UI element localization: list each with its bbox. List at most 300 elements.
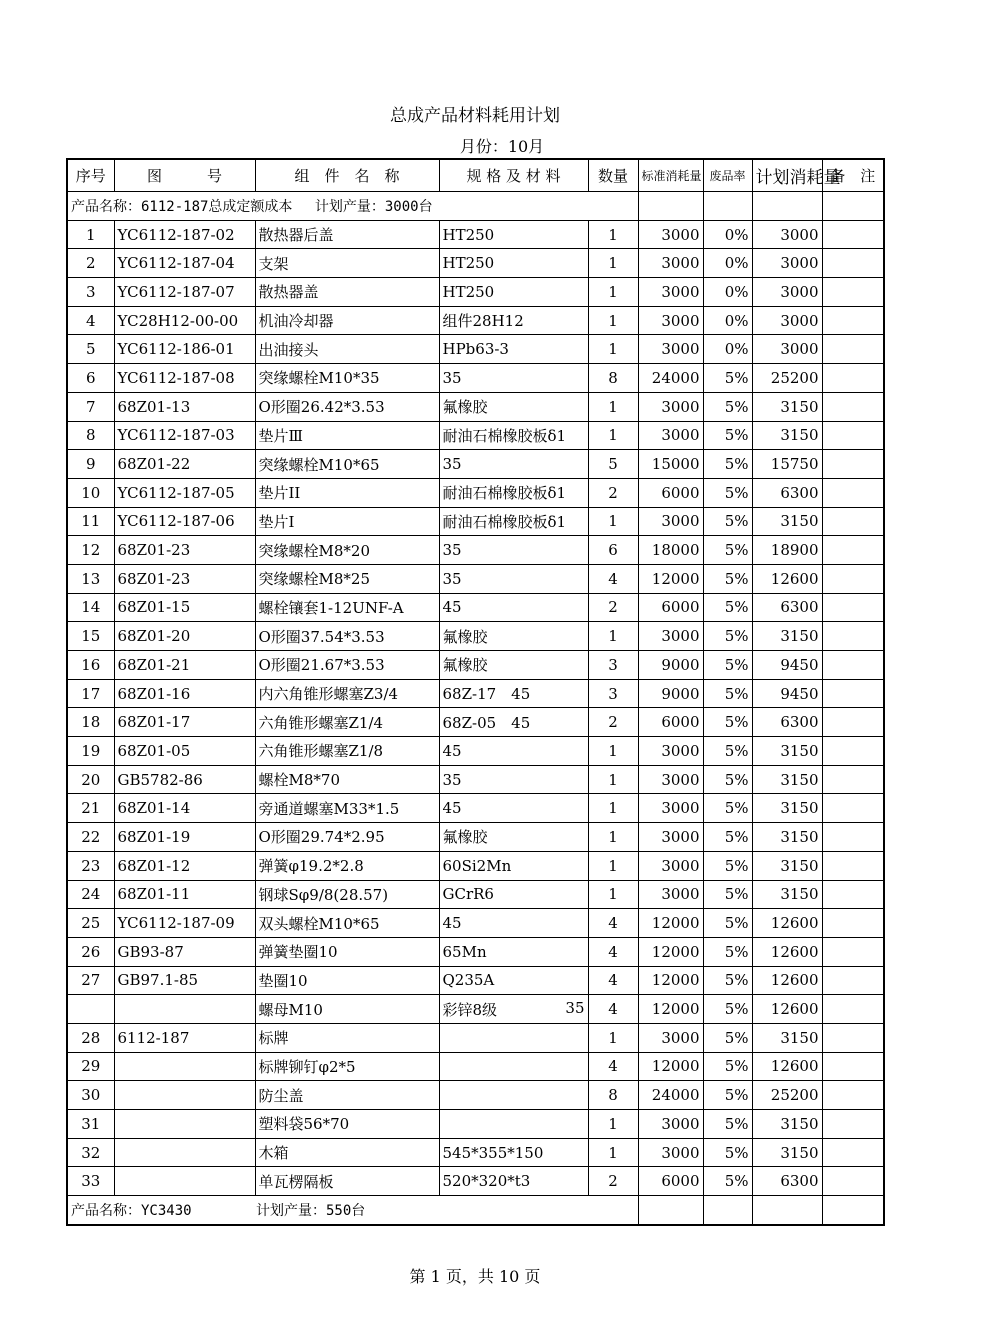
product-row xyxy=(67,192,884,221)
cell-plan: 25200 xyxy=(752,1081,822,1110)
cell-drawing: YC6112-187-09 xyxy=(114,909,255,938)
cell-spec: 氟橡胶 xyxy=(439,392,588,421)
cell-spec: 耐油石棉橡胶板δ1 xyxy=(439,507,588,536)
cell-std: 24000 xyxy=(638,1081,703,1110)
cell-seq: 8 xyxy=(67,421,114,450)
cell-name: 垫圈10 xyxy=(255,966,439,995)
cell-seq: 9 xyxy=(67,450,114,479)
cell-plan: 3000 xyxy=(752,220,822,249)
cell-qty: 8 xyxy=(588,364,638,393)
cell-remark xyxy=(822,937,884,966)
cell-scrap: 0% xyxy=(703,220,752,249)
cell-qty: 1 xyxy=(588,765,638,794)
cell-drawing: YC6112-187-08 xyxy=(114,364,255,393)
cell-scrap: 5% xyxy=(703,1023,752,1052)
cell-name: 内六角锥形螺塞Z3/4 xyxy=(255,679,439,708)
cell-qty: 2 xyxy=(588,708,638,737)
header-row xyxy=(67,159,884,192)
cell-name: 突缘螺栓M10*35 xyxy=(255,364,439,393)
cell-remark xyxy=(822,421,884,450)
table-row xyxy=(67,364,884,393)
cell-name: 弹簧φ19.2*2.8 xyxy=(255,851,439,880)
cell-scrap: 0% xyxy=(703,306,752,335)
cell-qty: 1 xyxy=(588,421,638,450)
cell-remark xyxy=(822,220,884,249)
cell-qty: 4 xyxy=(588,937,638,966)
cell-plan: 3000 xyxy=(752,335,822,364)
cell-remark xyxy=(822,737,884,766)
cell-spec: 45 xyxy=(439,593,588,622)
cell-seq xyxy=(67,995,114,1024)
cell-drawing: 68Z01-11 xyxy=(114,880,255,909)
cell-remark xyxy=(822,478,884,507)
cell-std: 3000 xyxy=(638,392,703,421)
cell-plan: 3150 xyxy=(752,507,822,536)
table-row xyxy=(67,909,884,938)
cell-qty: 4 xyxy=(588,564,638,593)
empty-cell xyxy=(752,1196,822,1225)
cell-spec: HT250 xyxy=(439,249,588,278)
cell-qty: 1 xyxy=(588,335,638,364)
cell-name: 弹簧垫圈10 xyxy=(255,937,439,966)
cell-seq: 1 xyxy=(67,220,114,249)
cell-std: 6000 xyxy=(638,478,703,507)
table-row xyxy=(67,278,884,307)
cell-plan: 12600 xyxy=(752,1052,822,1081)
cell-qty: 1 xyxy=(588,507,638,536)
cell-remark xyxy=(822,335,884,364)
cell-scrap: 5% xyxy=(703,1138,752,1167)
cell-qty: 6 xyxy=(588,536,638,565)
cell-seq: 22 xyxy=(67,823,114,852)
cell-spec: 组件28H12 xyxy=(439,306,588,335)
cell-drawing: YC6112-187-02 xyxy=(114,220,255,249)
cell-std: 3000 xyxy=(638,851,703,880)
cell-plan: 12600 xyxy=(752,966,822,995)
cell-plan: 12600 xyxy=(752,564,822,593)
cell-spec xyxy=(439,995,588,1024)
cell-std: 9000 xyxy=(638,651,703,680)
cell-qty: 1 xyxy=(588,737,638,766)
table-row xyxy=(67,220,884,249)
cell-drawing: YC28H12-00-00 xyxy=(114,306,255,335)
table-row xyxy=(67,880,884,909)
cell-std: 3000 xyxy=(638,765,703,794)
cell-plan: 3000 xyxy=(752,249,822,278)
cell-std: 15000 xyxy=(638,450,703,479)
cell-qty: 1 xyxy=(588,823,638,852)
cell-drawing: 68Z01-17 xyxy=(114,708,255,737)
cell-scrap: 5% xyxy=(703,651,752,680)
cell-plan: 15750 xyxy=(752,450,822,479)
cell-spec: Q235A xyxy=(439,966,588,995)
cell-spec: HT250 xyxy=(439,220,588,249)
cell-drawing xyxy=(114,995,255,1024)
cell-drawing: 68Z01-12 xyxy=(114,851,255,880)
cell-drawing: 68Z01-05 xyxy=(114,737,255,766)
cell-std: 3000 xyxy=(638,1138,703,1167)
table-row xyxy=(67,737,884,766)
cell-remark xyxy=(822,995,884,1024)
empty-cell xyxy=(638,192,703,221)
cell-drawing: 68Z01-15 xyxy=(114,593,255,622)
cell-plan: 6300 xyxy=(752,708,822,737)
cell-std: 3000 xyxy=(638,823,703,852)
cell-seq: 7 xyxy=(67,392,114,421)
cell-std: 3000 xyxy=(638,737,703,766)
cell-std: 12000 xyxy=(638,937,703,966)
cell-std: 12000 xyxy=(638,995,703,1024)
cell-plan: 18900 xyxy=(752,536,822,565)
header-spec: 规 格 及 材 料 xyxy=(439,159,588,192)
cell-scrap: 5% xyxy=(703,880,752,909)
table-row xyxy=(67,937,884,966)
cell-drawing xyxy=(114,1052,255,1081)
cell-seq: 20 xyxy=(67,765,114,794)
cell-name: 垫片I xyxy=(255,507,439,536)
table-row xyxy=(67,507,884,536)
cell-scrap: 5% xyxy=(703,937,752,966)
cell-std: 3000 xyxy=(638,880,703,909)
cell-spec xyxy=(439,1081,588,1110)
table-row xyxy=(67,765,884,794)
cell-plan: 3150 xyxy=(752,421,822,450)
cell-qty: 1 xyxy=(588,794,638,823)
cell-seq: 5 xyxy=(67,335,114,364)
cell-scrap: 5% xyxy=(703,1167,752,1196)
cell-qty: 1 xyxy=(588,1138,638,1167)
cell-seq: 3 xyxy=(67,278,114,307)
cell-spec: 65Mn xyxy=(439,937,588,966)
cell-remark xyxy=(822,880,884,909)
empty-cell xyxy=(752,192,822,221)
cell-std: 6000 xyxy=(638,1167,703,1196)
table-row xyxy=(67,1167,884,1196)
cell-seq: 12 xyxy=(67,536,114,565)
product-row xyxy=(67,1196,884,1225)
cell-name: 机油冷却器 xyxy=(255,306,439,335)
cell-std: 12000 xyxy=(638,966,703,995)
cell-scrap: 5% xyxy=(703,1081,752,1110)
cell-seq: 6 xyxy=(67,364,114,393)
cell-scrap: 5% xyxy=(703,1052,752,1081)
cell-spec: 45 xyxy=(439,737,588,766)
cell-name: 标牌铆钉φ2*5 xyxy=(255,1052,439,1081)
cell-name: O形圈29.74*2.95 xyxy=(255,823,439,852)
cell-plan: 3150 xyxy=(752,1110,822,1139)
cell-name: 螺母M10 xyxy=(255,995,439,1024)
cell-seq: 28 xyxy=(67,1023,114,1052)
cell-seq: 31 xyxy=(67,1110,114,1139)
cell-std: 3000 xyxy=(638,794,703,823)
cell-seq: 33 xyxy=(67,1167,114,1196)
cell-name: 木箱 xyxy=(255,1138,439,1167)
cell-remark xyxy=(822,622,884,651)
cell-scrap: 5% xyxy=(703,708,752,737)
cell-spec: 45 xyxy=(439,909,588,938)
cell-name: 垫片Ⅲ xyxy=(255,421,439,450)
cell-qty: 2 xyxy=(588,593,638,622)
table-row xyxy=(67,536,884,565)
cell-seq: 25 xyxy=(67,909,114,938)
cell-remark xyxy=(822,765,884,794)
cell-plan: 3150 xyxy=(752,1023,822,1052)
empty-cell xyxy=(703,192,752,221)
cell-qty: 1 xyxy=(588,851,638,880)
header-qty: 数量 xyxy=(588,159,638,192)
cell-drawing: GB97.1-85 xyxy=(114,966,255,995)
cell-scrap: 0% xyxy=(703,249,752,278)
cell-qty: 3 xyxy=(588,679,638,708)
cell-qty: 4 xyxy=(588,966,638,995)
cell-drawing: 68Z01-22 xyxy=(114,450,255,479)
cell-remark xyxy=(822,851,884,880)
cell-scrap: 5% xyxy=(703,392,752,421)
cell-std: 24000 xyxy=(638,364,703,393)
cell-plan: 25200 xyxy=(752,364,822,393)
cell-plan: 3150 xyxy=(752,794,822,823)
cell-drawing: 68Z01-14 xyxy=(114,794,255,823)
cell-name: 支架 xyxy=(255,249,439,278)
cell-spec: 35 xyxy=(439,564,588,593)
cell-qty: 8 xyxy=(588,1081,638,1110)
cell-qty: 2 xyxy=(588,1167,638,1196)
cell-spec: HT250 xyxy=(439,278,588,307)
cell-remark xyxy=(822,651,884,680)
cell-name: 旁通道螺塞M33*1.5 xyxy=(255,794,439,823)
header-drawing: 图 号 xyxy=(114,159,255,192)
cell-scrap: 5% xyxy=(703,823,752,852)
cell-seq: 17 xyxy=(67,679,114,708)
cell-seq: 30 xyxy=(67,1081,114,1110)
cell-plan: 3150 xyxy=(752,823,822,852)
cell-seq: 10 xyxy=(67,478,114,507)
cell-spec: 35 xyxy=(439,450,588,479)
cell-remark xyxy=(822,536,884,565)
cell-std: 3000 xyxy=(638,278,703,307)
cell-plan: 3150 xyxy=(752,880,822,909)
cell-spec: 35 xyxy=(439,364,588,393)
cell-spec: 耐油石棉橡胶板δ1 xyxy=(439,421,588,450)
cell-scrap: 5% xyxy=(703,1110,752,1139)
cell-scrap: 5% xyxy=(703,536,752,565)
cell-remark xyxy=(822,392,884,421)
cell-name: 垫片II xyxy=(255,478,439,507)
cell-spec: 545*355*150 xyxy=(439,1138,588,1167)
cell-name: 出油接头 xyxy=(255,335,439,364)
cell-name: O形圈37.54*3.53 xyxy=(255,622,439,651)
cell-std: 3000 xyxy=(638,220,703,249)
cell-drawing: YC6112-187-04 xyxy=(114,249,255,278)
cell-remark xyxy=(822,593,884,622)
cell-remark xyxy=(822,1138,884,1167)
cell-spec: HPb63-3 xyxy=(439,335,588,364)
cell-qty: 1 xyxy=(588,622,638,651)
empty-cell xyxy=(703,1196,752,1225)
cell-seq: 24 xyxy=(67,880,114,909)
cell-spec: 68Z-05 45 xyxy=(439,708,588,737)
header-seq: 序号 xyxy=(67,159,114,192)
month-label: 月份：10月 xyxy=(459,137,545,156)
cell-std: 3000 xyxy=(638,249,703,278)
cell-spec: 520*320*t3 xyxy=(439,1167,588,1196)
cell-spec: 氟橡胶 xyxy=(439,823,588,852)
cell-std: 3000 xyxy=(638,306,703,335)
cell-seq: 23 xyxy=(67,851,114,880)
cell-scrap: 5% xyxy=(703,450,752,479)
table-row xyxy=(67,450,884,479)
cell-drawing: 68Z01-13 xyxy=(114,392,255,421)
cell-name: 钢球Sφ9/8(28.57) xyxy=(255,880,439,909)
table-row xyxy=(67,249,884,278)
cell-scrap: 0% xyxy=(703,335,752,364)
cell-name: 螺栓镶套1-12UNF-A xyxy=(255,593,439,622)
empty-cell xyxy=(638,1196,703,1225)
cell-plan: 3150 xyxy=(752,737,822,766)
cell-name: 六角锥形螺塞Z1/8 xyxy=(255,737,439,766)
cell-scrap: 5% xyxy=(703,622,752,651)
cell-drawing: GB5782-86 xyxy=(114,765,255,794)
cell-scrap: 5% xyxy=(703,593,752,622)
cell-seq: 29 xyxy=(67,1052,114,1081)
cell-drawing xyxy=(114,1081,255,1110)
cell-remark xyxy=(822,507,884,536)
cell-plan: 3150 xyxy=(752,851,822,880)
cell-drawing: GB93-87 xyxy=(114,937,255,966)
header-plan: 计划消耗量 xyxy=(752,159,822,192)
cell-drawing: 68Z01-23 xyxy=(114,536,255,565)
cell-remark xyxy=(822,1081,884,1110)
table-row xyxy=(67,306,884,335)
empty-cell xyxy=(822,1196,884,1225)
cell-drawing: YC6112-187-05 xyxy=(114,478,255,507)
cell-qty: 5 xyxy=(588,450,638,479)
sheet-title: 总成产品材料耗用计划 xyxy=(390,106,560,126)
cell-name: 防尘盖 xyxy=(255,1081,439,1110)
cell-qty: 3 xyxy=(588,651,638,680)
cell-seq: 4 xyxy=(67,306,114,335)
page-footer: 第 1 页，共 10 页 xyxy=(409,1267,541,1286)
cell-name: 双头螺栓M10*65 xyxy=(255,909,439,938)
cell-std: 6000 xyxy=(638,593,703,622)
table-row xyxy=(67,851,884,880)
cell-std: 3000 xyxy=(638,1023,703,1052)
cell-drawing: 68Z01-23 xyxy=(114,564,255,593)
cell-plan: 3150 xyxy=(752,765,822,794)
cell-name: 塑料袋56*70 xyxy=(255,1110,439,1139)
cell-scrap: 5% xyxy=(703,765,752,794)
table-row xyxy=(67,593,884,622)
cell-std: 9000 xyxy=(638,679,703,708)
cell-scrap: 0% xyxy=(703,278,752,307)
header-scrap: 废品率 xyxy=(703,159,752,192)
cell-seq: 13 xyxy=(67,564,114,593)
cell-std: 3000 xyxy=(638,335,703,364)
table-row xyxy=(67,421,884,450)
cell-remark xyxy=(822,450,884,479)
cell-plan: 12600 xyxy=(752,995,822,1024)
cell-remark xyxy=(822,966,884,995)
cell-seq: 18 xyxy=(67,708,114,737)
cell-std: 12000 xyxy=(638,1052,703,1081)
cell-scrap: 5% xyxy=(703,364,752,393)
cell-seq: 19 xyxy=(67,737,114,766)
cell-spec: 氟橡胶 xyxy=(439,651,588,680)
cell-remark xyxy=(822,1052,884,1081)
cell-scrap: 5% xyxy=(703,421,752,450)
cell-seq: 27 xyxy=(67,966,114,995)
cell-plan: 9450 xyxy=(752,679,822,708)
cell-scrap: 5% xyxy=(703,478,752,507)
cell-seq: 14 xyxy=(67,593,114,622)
table-row xyxy=(67,679,884,708)
cell-scrap: 5% xyxy=(703,851,752,880)
cell-spec: GCrR6 xyxy=(439,880,588,909)
cell-spec: 耐油石棉橡胶板δ1 xyxy=(439,478,588,507)
cell-remark xyxy=(822,708,884,737)
cell-plan: 3000 xyxy=(752,306,822,335)
table-row xyxy=(67,1081,884,1110)
cell-plan: 6300 xyxy=(752,1167,822,1196)
cell-spec: 60Si2Mn xyxy=(439,851,588,880)
cell-std: 3000 xyxy=(638,622,703,651)
cell-drawing: 68Z01-21 xyxy=(114,651,255,680)
cell-spec: 45 xyxy=(439,794,588,823)
cell-scrap: 5% xyxy=(703,737,752,766)
cell-qty: 1 xyxy=(588,392,638,421)
table-row xyxy=(67,1110,884,1139)
empty-cell xyxy=(822,192,884,221)
header-component: 组 件 名 称 xyxy=(255,159,439,192)
cell-seq: 21 xyxy=(67,794,114,823)
cell-qty: 4 xyxy=(588,909,638,938)
table-row xyxy=(67,622,884,651)
cell-seq: 26 xyxy=(67,937,114,966)
cell-name: 散热器后盖 xyxy=(255,220,439,249)
cell-name: O形圈21.67*3.53 xyxy=(255,651,439,680)
cell-std: 12000 xyxy=(638,909,703,938)
cell-spec: 35 xyxy=(439,765,588,794)
cell-name: 突缘螺栓M10*65 xyxy=(255,450,439,479)
cell-spec-text: 彩锌8级 xyxy=(442,1000,498,1019)
table-row xyxy=(67,651,884,680)
cell-remark xyxy=(822,306,884,335)
cell-drawing xyxy=(114,1110,255,1139)
cell-qty: 4 xyxy=(588,995,638,1024)
cell-spec: 68Z-17 45 xyxy=(439,679,588,708)
cell-drawing: YC6112-187-03 xyxy=(114,421,255,450)
table-row xyxy=(67,392,884,421)
cell-qty: 1 xyxy=(588,306,638,335)
table-row xyxy=(67,564,884,593)
table-row xyxy=(67,823,884,852)
cell-drawing: YC6112-187-06 xyxy=(114,507,255,536)
cell-name: O形圈26.42*3.53 xyxy=(255,392,439,421)
cell-remark xyxy=(822,564,884,593)
cell-name: 突缘螺栓M8*25 xyxy=(255,564,439,593)
cell-name: 散热器盖 xyxy=(255,278,439,307)
cell-plan: 6300 xyxy=(752,593,822,622)
cell-spec-grade: 35 xyxy=(565,998,585,1017)
cell-drawing xyxy=(114,1138,255,1167)
cell-std: 12000 xyxy=(638,564,703,593)
cell-name: 单瓦楞隔板 xyxy=(255,1167,439,1196)
cell-seq: 32 xyxy=(67,1138,114,1167)
cell-plan: 12600 xyxy=(752,937,822,966)
cell-qty: 2 xyxy=(588,478,638,507)
cell-std: 3000 xyxy=(638,507,703,536)
cell-spec xyxy=(439,1023,588,1052)
